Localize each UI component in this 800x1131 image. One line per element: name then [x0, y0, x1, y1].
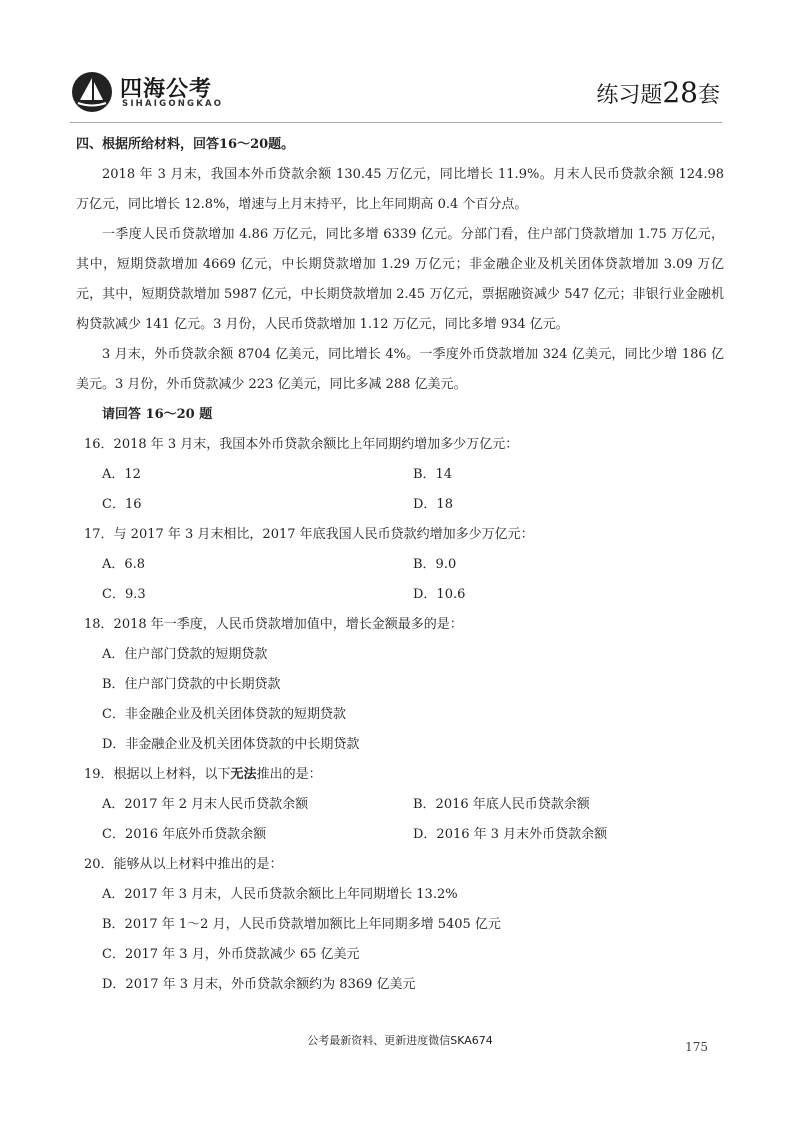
section-title: 四、根据所给材料，回答16～20题。 — [76, 137, 295, 152]
option-b: B．2017 年 1～2 月，人民币贷款增加额比上年同期多增 5405 亿元 — [102, 917, 501, 932]
sailboat-logo-icon — [70, 70, 114, 114]
question-16-stem: 16．2018 年 3 月末，我国本外币贷款余额比上年同期约增加多少万亿元： — [84, 437, 519, 452]
option-a: A．12 — [102, 467, 141, 482]
option-b: B．住户部门贷款的中长期贷款 — [102, 677, 281, 692]
stem-text: 19．根据以上材料，以下 — [84, 767, 231, 782]
option-d: D．非金融企业及机关团体贷款的中长期贷款 — [102, 737, 360, 752]
question-17-stem: 17．与 2017 年 3 月末相比，2017 年底我国人民币贷款约增加多少万亿元： — [84, 527, 534, 542]
option-a: A．2017 年 2 月末人民币贷款余额 — [102, 797, 309, 812]
option-c: C．9.3 — [102, 587, 146, 602]
question-19-stem — [76, 760, 724, 790]
set-number: 28 — [662, 76, 698, 109]
material-paragraph-2: 一季度人民币贷款增加 4.86 万亿元，同比多增 6339 亿元。分部门看，住户部门贷款增加 1.75 万亿元，其中，短期贷款增加 4669 亿元，中长期贷款增加 1.29 万亿元；非金融企业及机关团体贷款增加 3.09 万亿元，其中，短期贷款增加 5987 亿元，中长期贷款增加 2.45 万亿元，票据融资减少 547 亿元；非银行业金融机构贷款减少 141 亿元。3 月份，人民币贷款增加 1.12 万亿元，同比多增 934 亿元。 — [76, 227, 724, 332]
option-d: D．10.6 — [413, 587, 466, 602]
question-16-options — [76, 460, 724, 520]
page-header — [70, 66, 720, 126]
option-c: C．2016 年底外币贷款余额 — [102, 827, 267, 842]
option-b: B．2016 年底人民币贷款余额 — [413, 797, 590, 812]
option-c: C．非金融企业及机关团体贷款的短期贷款 — [102, 707, 346, 722]
question-19-options — [76, 790, 724, 850]
option-a: A．2017 年 3 月末，人民币贷款余额比上年同期增长 13.2% — [102, 887, 458, 902]
option-b: B．9.0 — [413, 557, 457, 572]
stem-text: 推出的是： — [256, 767, 322, 782]
logo-text: 四海公考 — [120, 77, 213, 102]
option-c: C．2017 年 3 月，外币贷款减少 65 亿美元 — [102, 947, 360, 962]
option-d: D．2017 年 3 月末，外币贷款余额约为 8369 亿美元 — [102, 977, 416, 992]
document-body — [76, 130, 724, 1000]
set-suffix: 套 — [697, 83, 720, 108]
question-prompt: 请回答 16～20 题 — [102, 407, 213, 422]
header-divider — [70, 122, 722, 123]
question-18-stem: 18．2018 年一季度，人民币贷款增加值中，增长金额最多的是： — [84, 617, 463, 632]
option-d: D．18 — [413, 497, 453, 512]
option-a: A．住户部门贷款的短期贷款 — [102, 647, 268, 662]
question-17-options — [76, 550, 724, 610]
question-20-stem: 20．能够从以上材料中推出的是： — [84, 857, 283, 872]
emphasis-text: 无法 — [230, 767, 257, 782]
page-number: 175 — [685, 1040, 708, 1054]
footer-note: 公考最新资料、更新进度微信SKA674 — [307, 1034, 493, 1047]
exercise-set-title — [596, 76, 720, 109]
logo-subtext: SIHAIGONGKAO — [122, 99, 224, 109]
option-b: B．14 — [413, 467, 453, 482]
option-d: D．2016 年 3 月末外币贷款余额 — [413, 827, 608, 842]
option-c: C．16 — [102, 497, 142, 512]
material-paragraph-3: 3 月末，外币贷款余额 8704 亿美元，同比增长 4%。一季度外币贷款增加 324 亿美元，同比少增 186 亿美元。3 月份，外币贷款减少 223 亿美元，同比多减 288 亿美元。 — [76, 347, 724, 392]
set-prefix: 练习题 — [596, 83, 663, 108]
option-a: A．6.8 — [102, 557, 146, 572]
material-paragraph-1: 2018 年 3 月末，我国本外币贷款余额 130.45 万亿元，同比增长 11.9%。月末人民币贷款余额 124.98 万亿元，同比增长 12.8%，增速与上月末持平，比上年同期高 0.4 个百分点。 — [76, 167, 724, 212]
